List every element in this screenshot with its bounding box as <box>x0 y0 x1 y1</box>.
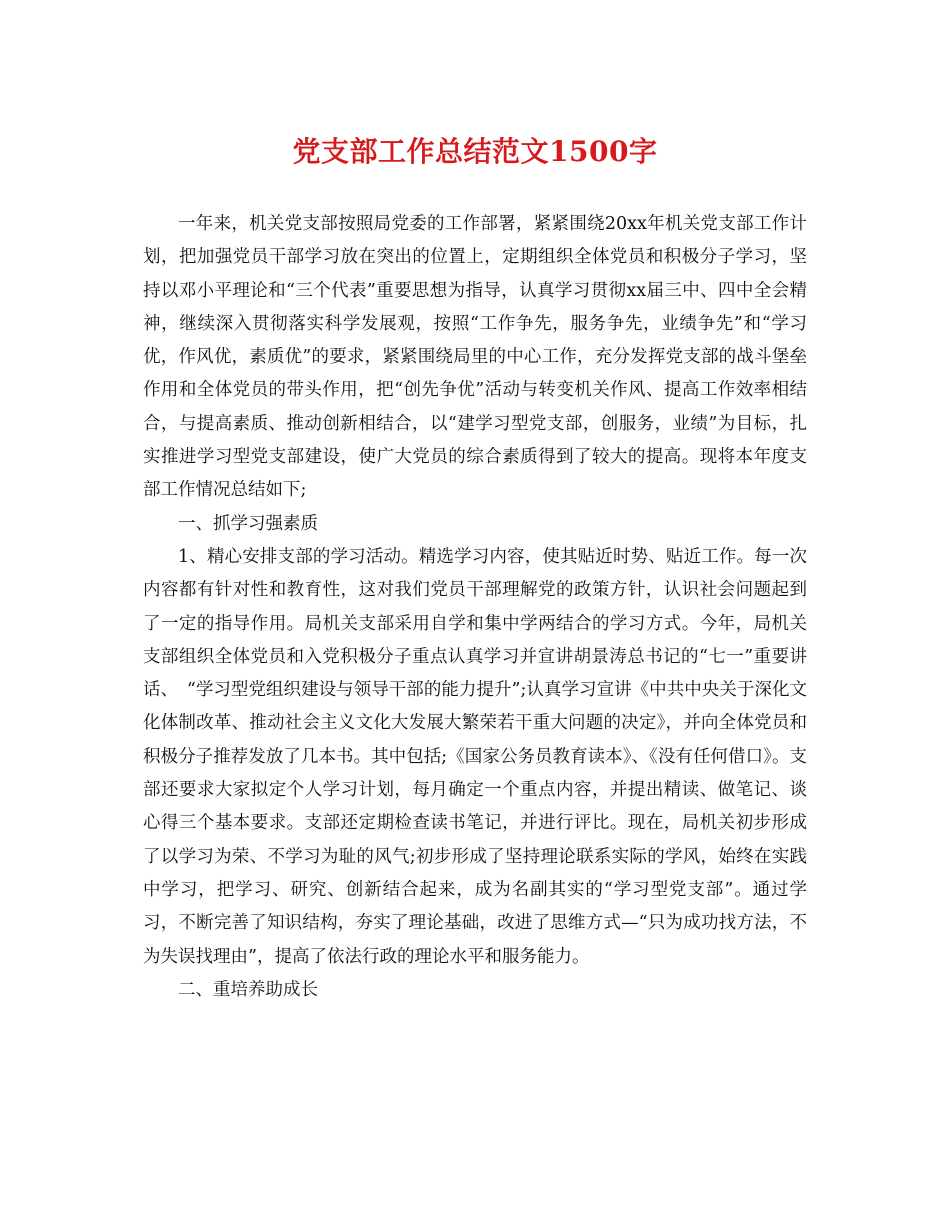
section-heading-study: 一、抓学习强素质 <box>178 513 318 534</box>
document-body <box>143 208 807 1007</box>
section-heading-cultivation: 二、重培养助成长 <box>178 979 318 1000</box>
intro-paragraph: 一年来，机关党支部按照局党委的工作部署，紧紧围绕20xx年机关党支部工作计划，把加强党员干部学习放在突出的位置上，定期组织全体党员和积极分子学习，坚持以邓小平理论和“三个代表”重要思想为指导，认真学习贯彻xx届三中、四中全会精神，继续深入贯彻落实科学发展观，按照“工作争先，服务争先，业绩争先”和“学习优，作风优，素质优”的要求，紧紧围绕局里的中心工作，充分发挥党支部的战斗堡垒作用和全体党员的带头作用，把“创先争优”活动与转变机关作风、提高工作效率相结合，与提高素质、推动创新相结合，以“建学习型党支部，创服务，业绩”为目标，扎实推进学习型党支部建设，使广大党员的综合素质得到了较大的提高。现将本年度支部工作情况总结如下; <box>143 214 807 501</box>
study-activities-paragraph: 1、精心安排支部的学习活动。精选学习内容，使其贴近时势、贴近工作。每一次内容都有针对性和教育性，这对我们党员干部理解党的政策方针，认识社会问题起到了一定的指导作用。局机关支部采用自学和集中学两结合的学习方式。今年，局机关支部组织全体党员和入党积极分子重点认真学习并宣讲胡景涛总书记的“七一”重要讲话、 “学习型党组织建设与领导干部的能力提升”;认真学习宣讲《中共中央关于深化文化体制改革、推动社会主义文化大发展大繁荣若干重大问题的决定》，并向全体党员和积极分子推荐发放了几本书。其中包括;《国家公务员教育读本》、《没有任何借口》。支部还要求大家拟定个人学习计划，每月确定一个重点内容，并提出精读、做笔记、谈心得三个基本要求。支部还定期检查读书笔记，并进行评比。现在，局机关初步形成了以学习为荣、不学习为耻的风气;初步形成了坚持理论联系实际的学风，始终在实践中学习，把学习、研究、创新结合起来，成为名副其实的“学习型党支部”。通过学习，不断完善了知识结构，夯实了理论基础，改进了思维方式—“只为成功找方法，不为失误找理由”，提高了依法行政的理论水平和服务能力。 <box>143 546 807 967</box>
document-title: 党支部工作总结范文1500字 <box>292 135 658 168</box>
